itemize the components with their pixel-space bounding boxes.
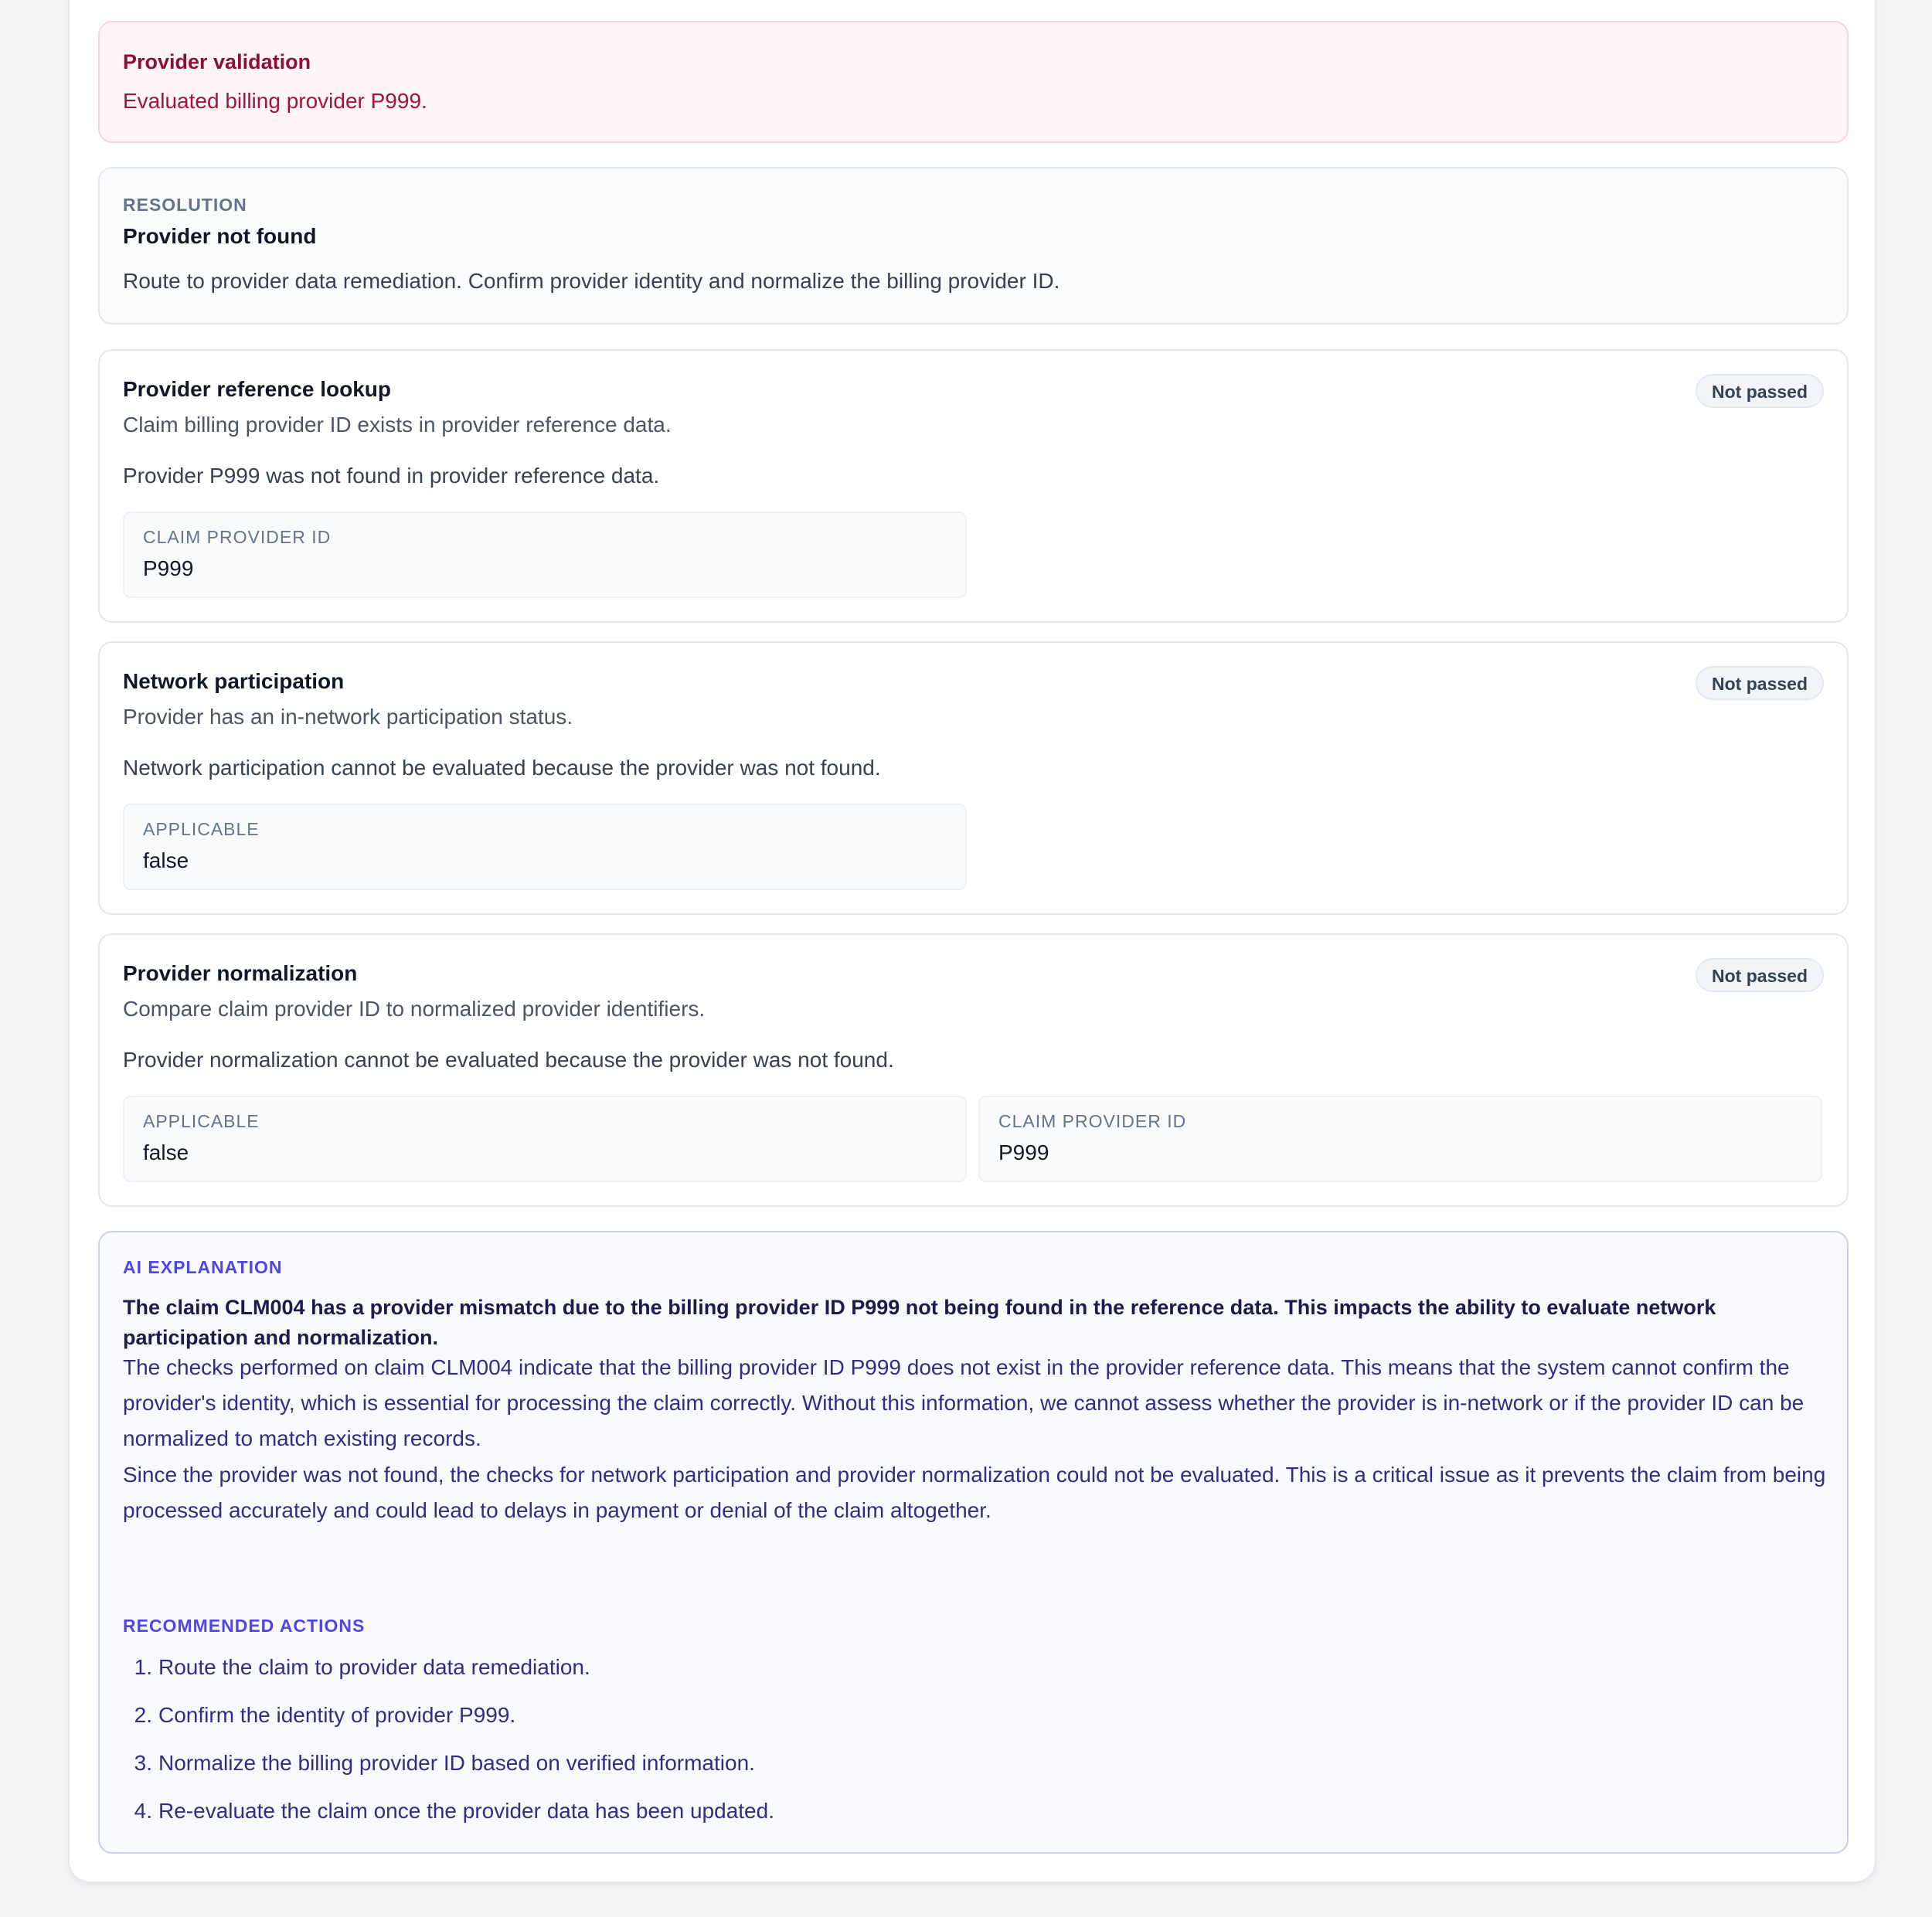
check-message: Provider normalization cannot be evaluated because the provider was not found.	[123, 1048, 894, 1072]
check-title: Provider normalization	[123, 961, 358, 985]
action-number: 4.	[134, 1799, 152, 1823]
check-card-provider-reference-lookup	[98, 349, 1849, 623]
field-value: false	[143, 848, 189, 872]
field-value: P999	[143, 556, 194, 580]
action-text: Route the claim to provider data remediation.	[158, 1655, 590, 1679]
recommended-actions-list	[123, 1650, 774, 1841]
recommended-actions-label: RECOMMENDED ACTIONS	[123, 1616, 366, 1636]
ai-summary: The claim CLM004 has a provider mismatch due to the billing provider ID P999 not being found in the reference data. This impacts the ability to evaluate network participation and normalization.	[123, 1296, 1716, 1349]
field-value: P999	[998, 1140, 1049, 1164]
field-label: APPLICABLE	[143, 1111, 260, 1131]
check-description: Provider has an in-network participation status.	[123, 705, 573, 729]
status-badge: Not passed	[1696, 958, 1824, 992]
field-value: false	[143, 1140, 189, 1164]
alert-title: Provider validation	[123, 50, 311, 73]
action-item	[123, 1793, 774, 1841]
field-applicable	[123, 804, 967, 890]
check-title: Network participation	[123, 669, 345, 693]
field-claim-provider-id	[123, 512, 967, 598]
check-card-provider-normalization	[98, 933, 1849, 1207]
action-number: 3.	[134, 1751, 152, 1775]
field-label: APPLICABLE	[143, 819, 260, 839]
ai-explanation-card	[98, 1231, 1849, 1854]
field-applicable	[123, 1096, 967, 1182]
check-description: Compare claim provider ID to normalized provider identifiers.	[123, 997, 706, 1021]
ai-paragraph: Since the provider was not found, the checks for network participation and provider normalization could not be evaluated. This is a critical issue as it prevents the claim from being processed accurately and could lead to delays in payment or denial of the claim altogether.	[123, 1463, 1826, 1522]
action-text: Normalize the billing provider ID based on verified information.	[158, 1751, 755, 1775]
ai-paragraph: The checks performed on claim CLM004 indicate that the billing provider ID P999 does not exist in the provider reference data. This means that the system cannot confirm the provider's identity, which is essential for processing the claim correctly. Without this information, we cannot assess whether the provider is in-network or if the provider ID can be normalized to match existing records.	[123, 1355, 1804, 1450]
resolution-card	[98, 167, 1849, 325]
field-label: CLAIM PROVIDER ID	[998, 1111, 1187, 1131]
ai-explanation-eyebrow: AI EXPLANATION	[123, 1257, 283, 1277]
action-item	[123, 1698, 774, 1745]
action-item	[123, 1650, 774, 1698]
action-number: 1.	[134, 1655, 152, 1679]
status-badge: Not passed	[1696, 666, 1824, 700]
alert-text: Evaluated billing provider P999.	[123, 89, 427, 113]
check-description: Claim billing provider ID exists in provider reference data.	[123, 413, 672, 437]
resolution-title: Provider not found	[123, 224, 317, 248]
field-claim-provider-id	[978, 1096, 1822, 1182]
check-message: Network participation cannot be evaluated because the provider was not found.	[123, 756, 881, 780]
action-text: Re-evaluate the claim once the provider data has been updated.	[158, 1799, 774, 1823]
action-number: 2.	[134, 1703, 152, 1727]
check-card-network-participation	[98, 641, 1849, 915]
check-message: Provider P999 was not found in provider reference data.	[123, 464, 660, 488]
resolution-text: Route to provider data remediation. Confirm provider identity and normalize the billing provider ID.	[123, 269, 1060, 293]
check-title: Provider reference lookup	[123, 377, 392, 401]
action-text: Confirm the identity of provider P999.	[158, 1703, 516, 1727]
provider-validation-alert	[98, 21, 1849, 143]
field-label: CLAIM PROVIDER ID	[143, 527, 332, 547]
status-badge: Not passed	[1696, 374, 1824, 408]
resolution-eyebrow: RESOLUTION	[123, 195, 247, 215]
action-item	[123, 1745, 774, 1793]
